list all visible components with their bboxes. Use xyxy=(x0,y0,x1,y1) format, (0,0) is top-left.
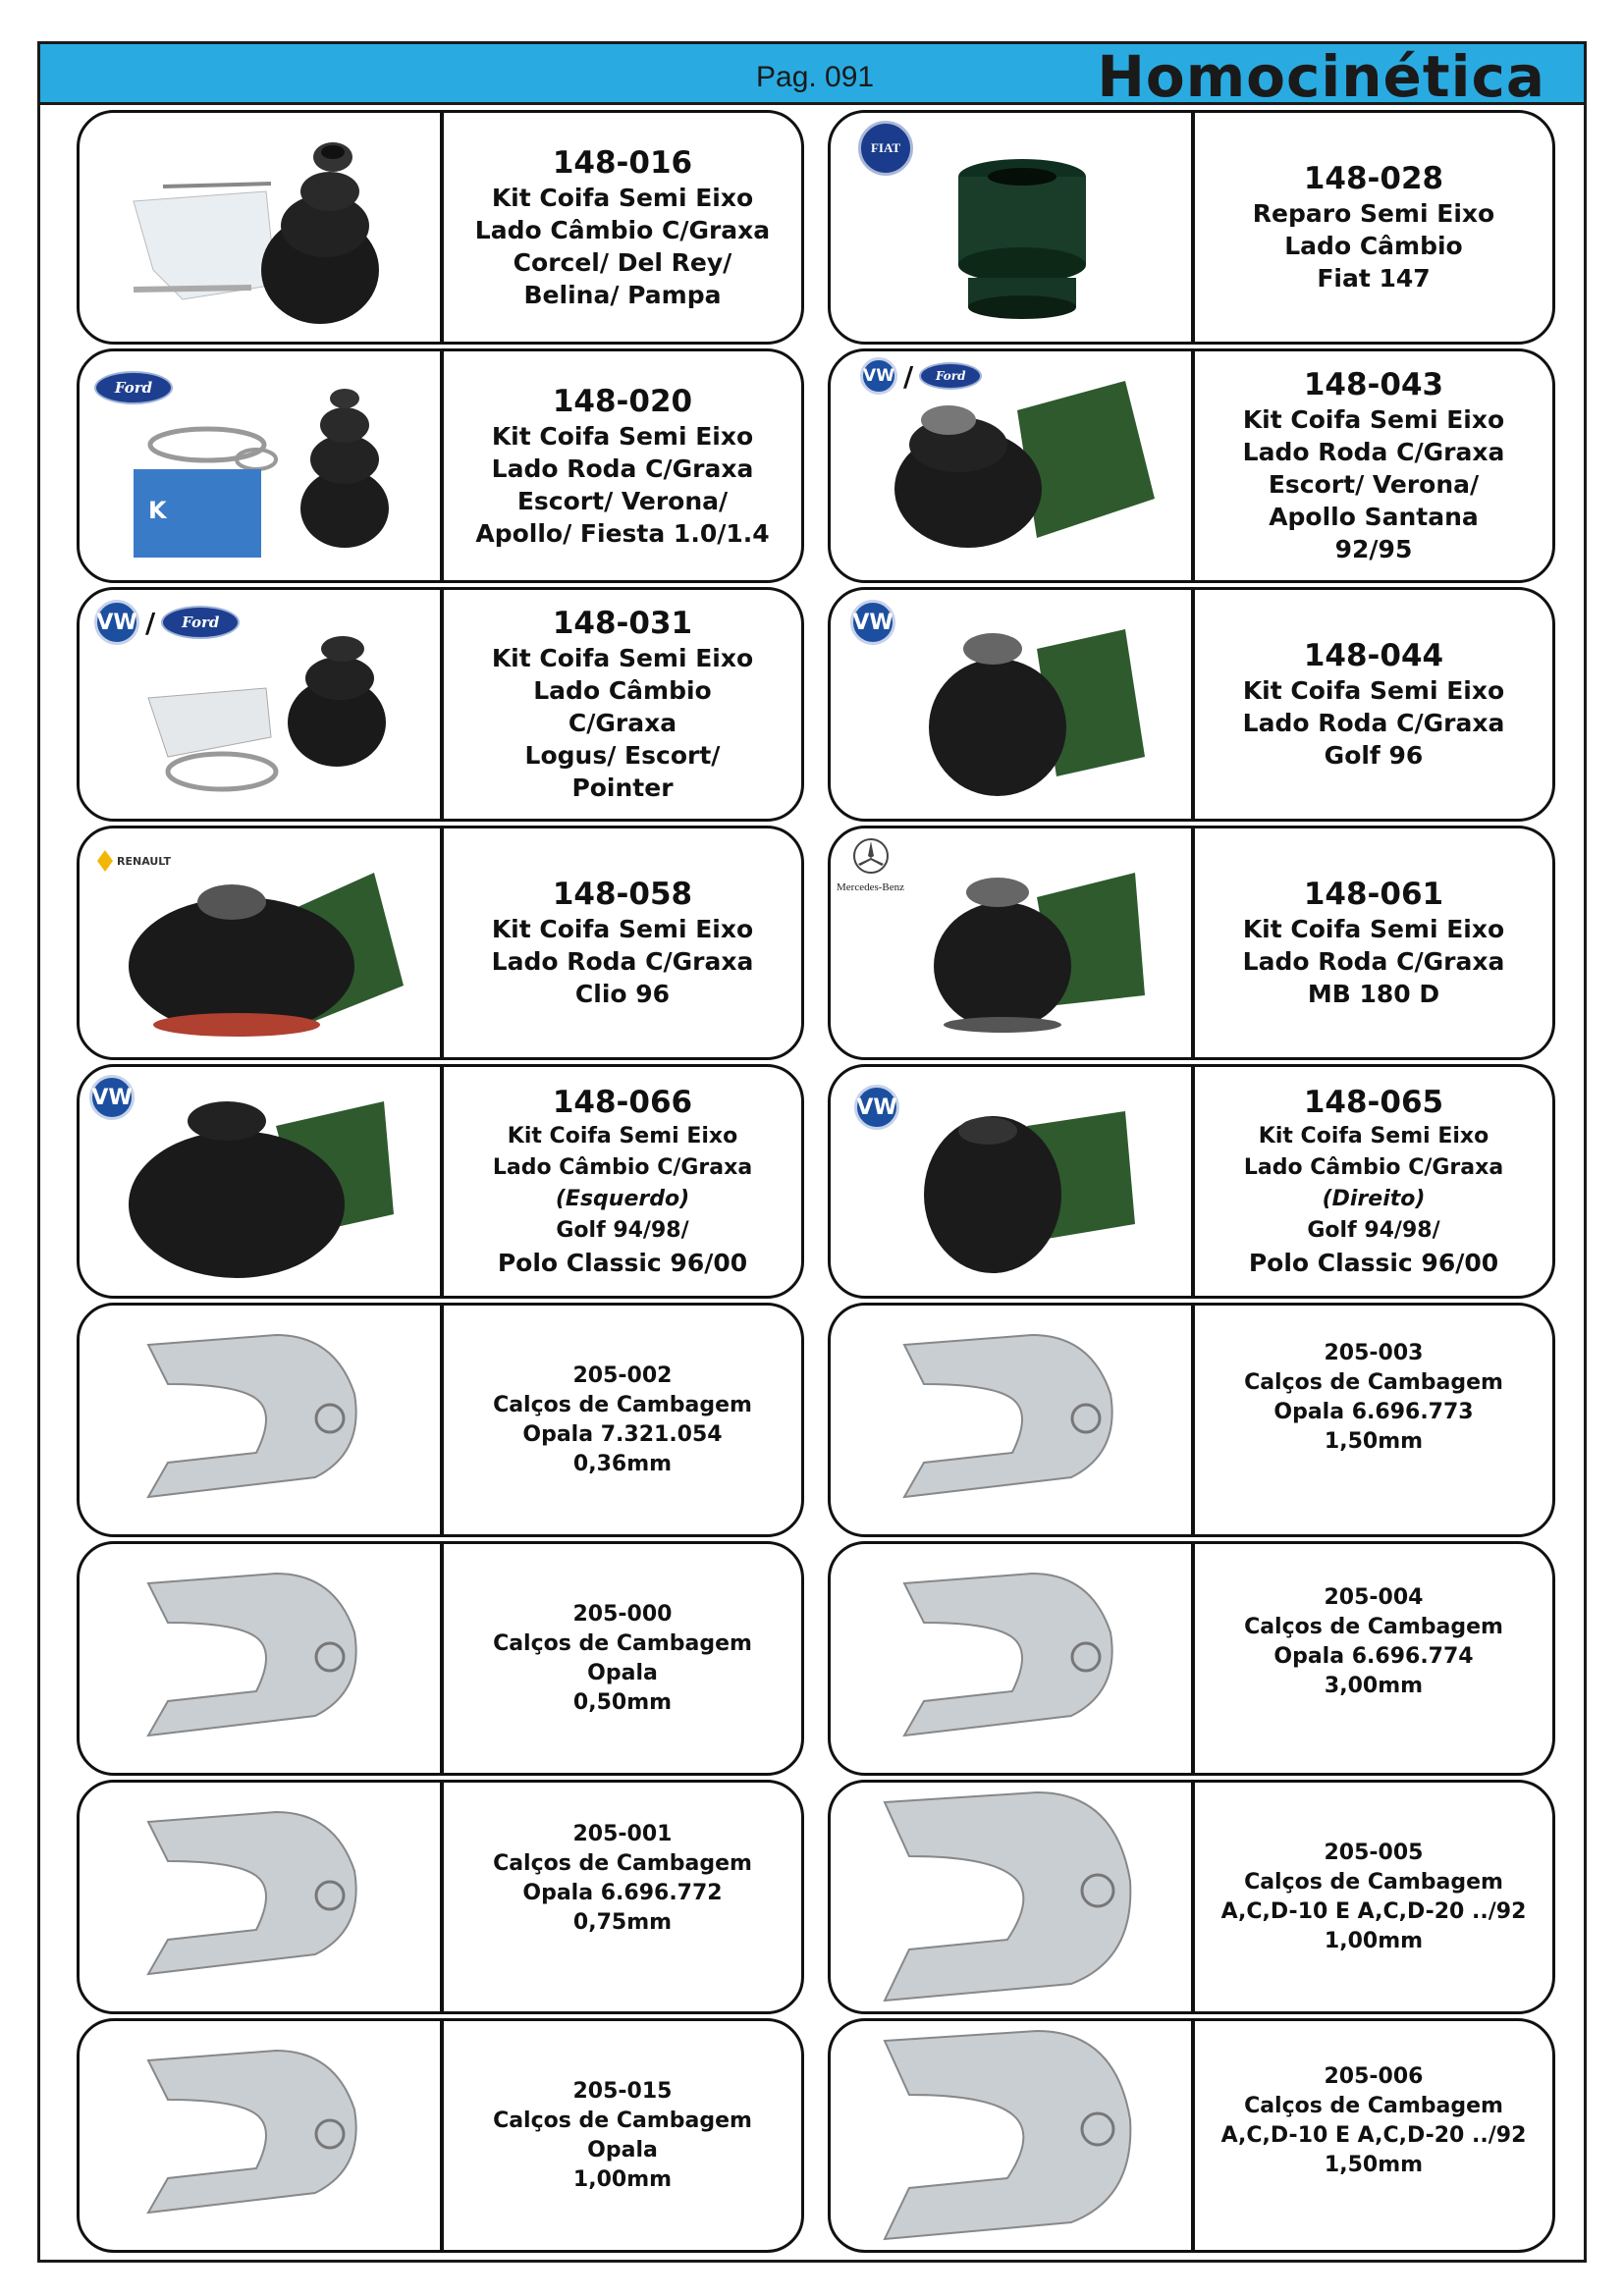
product-line: Opala 7.321.054 xyxy=(522,1421,723,1447)
product-text xyxy=(1195,1544,1552,1773)
product-line: Lado Roda C/Graxa xyxy=(1242,709,1505,737)
product-image xyxy=(831,590,1191,819)
product-line: MB 180 D xyxy=(1307,980,1440,1008)
product-line: Apollo/ Fiesta 1.0/1.4 xyxy=(475,518,770,548)
product-code: 148-016 xyxy=(552,144,693,181)
vw-logo-icon: VW xyxy=(850,600,895,645)
product-line: Logus/ Escort/ xyxy=(524,741,721,770)
product-line: Calços de Cambagem xyxy=(1244,1615,1503,1639)
product-code: 148-043 xyxy=(1303,367,1444,402)
product-line: Reparo Semi Eixo xyxy=(1252,199,1495,228)
product-line: Kit Coifa Semi Eixo xyxy=(491,183,754,212)
product-image xyxy=(80,828,440,1057)
product-line: Kit Coifa Semi Eixo xyxy=(507,1124,738,1148)
product-text xyxy=(444,1783,801,2011)
product-card[interactable] xyxy=(77,1064,804,1299)
product-image xyxy=(80,1783,440,2011)
product-line: 1,00mm xyxy=(572,2166,673,2192)
product-line: Belina/ Pampa xyxy=(523,280,722,309)
product-line: Polo Classic 96/00 xyxy=(497,1249,748,1277)
product-line: Calços de Cambagem xyxy=(1244,2094,1503,2118)
vw-logo-icon: VW xyxy=(94,600,139,645)
ford-logo-icon: Ford xyxy=(94,371,173,404)
product-text xyxy=(444,1067,801,1296)
product-code: 205-003 xyxy=(1324,1341,1424,1365)
page-number: Pag. 091 xyxy=(756,61,875,93)
product-line: Lado Câmbio xyxy=(533,676,712,705)
vw-logo-icon: VW xyxy=(860,357,897,395)
product-card[interactable] xyxy=(828,110,1555,345)
product-line: Lado Câmbio C/Graxa xyxy=(492,1155,753,1180)
svg-text:K: K xyxy=(148,497,167,524)
product-text xyxy=(1195,1067,1552,1296)
product-line: Opala xyxy=(587,1660,658,1685)
product-line: Clio 96 xyxy=(574,980,671,1008)
product-line: Kit Coifa Semi Eixo xyxy=(1242,405,1505,434)
product-text xyxy=(1195,828,1552,1057)
renault-logo-icon: RENAULT xyxy=(97,850,171,872)
product-card[interactable] xyxy=(77,348,804,583)
product-line: Apollo Santana xyxy=(1269,503,1479,531)
product-code: 148-061 xyxy=(1303,877,1444,912)
product-card[interactable] xyxy=(828,348,1555,583)
product-line: 3,00mm xyxy=(1324,1674,1424,1698)
product-line: Calços de Cambagem xyxy=(1244,1869,1503,1895)
product-image xyxy=(831,828,1191,1057)
product-line: 1,00mm xyxy=(1324,1928,1424,1953)
product-line: Opala 6.696.773 xyxy=(1273,1400,1474,1424)
product-card[interactable] xyxy=(828,1541,1555,1776)
product-code: 205-004 xyxy=(1324,1585,1424,1610)
product-code: 205-000 xyxy=(572,1601,673,1627)
product-card[interactable] xyxy=(828,1303,1555,1537)
product-card[interactable] xyxy=(77,1780,804,2014)
product-grid xyxy=(77,110,1555,2250)
ford-logo-icon: Ford xyxy=(919,362,982,390)
product-line: 1,50mm xyxy=(1324,1429,1424,1454)
product-line: Golf 94/98/ xyxy=(1307,1218,1440,1243)
product-line: Opala 6.696.772 xyxy=(522,1881,723,1905)
product-image xyxy=(831,351,1191,580)
product-line: A,C,D-10 E A,C,D-20 ../92 xyxy=(1220,1898,1527,1924)
product-image xyxy=(80,2021,440,2250)
product-line: Escort/ Verona/ xyxy=(516,486,729,515)
product-image xyxy=(831,1783,1191,2011)
product-line: Fiat 147 xyxy=(1317,264,1431,293)
product-code: 205-001 xyxy=(572,1822,673,1846)
brand-separator: / xyxy=(903,359,914,393)
product-text xyxy=(444,828,801,1057)
product-line: Opala xyxy=(587,2137,658,2163)
product-code: 148-031 xyxy=(552,606,693,641)
product-image xyxy=(80,1067,440,1296)
product-card[interactable] xyxy=(77,110,804,345)
product-line: Lado Câmbio xyxy=(1284,232,1463,260)
product-code: 205-006 xyxy=(1324,2064,1424,2089)
ford-logo-icon: Ford xyxy=(161,606,240,639)
product-line: Polo Classic 96/00 xyxy=(1248,1249,1499,1277)
product-line: Lado Câmbio C/Graxa xyxy=(474,215,771,244)
product-line: C/Graxa xyxy=(568,709,677,737)
product-line: 1,50mm xyxy=(1324,2153,1424,2177)
product-text xyxy=(1195,351,1552,580)
product-image xyxy=(80,113,440,342)
product-line: 92/95 xyxy=(1334,535,1413,563)
product-code: 205-002 xyxy=(572,1362,673,1388)
fiat-logo-icon: FIAT xyxy=(858,121,913,176)
product-card[interactable] xyxy=(77,2018,804,2253)
product-text xyxy=(444,113,801,342)
product-line: Kit Coifa Semi Eixo xyxy=(491,915,754,943)
vw-logo-icon: VW xyxy=(854,1085,899,1130)
product-image xyxy=(831,1306,1191,1534)
product-line: A,C,D-10 E A,C,D-20 ../92 xyxy=(1220,2123,1527,2148)
product-code: 148-058 xyxy=(552,877,693,912)
product-image xyxy=(831,1544,1191,1773)
product-line: Lado Roda C/Graxa xyxy=(491,454,754,483)
product-text xyxy=(1195,1783,1552,2011)
product-line: 0,36mm xyxy=(572,1451,673,1476)
product-line: Calços de Cambagem xyxy=(493,1392,752,1417)
product-card[interactable] xyxy=(77,1303,804,1537)
product-line: Calços de Cambagem xyxy=(493,2108,752,2133)
product-text xyxy=(444,1544,801,1773)
product-image xyxy=(831,2021,1191,2250)
category-title: Homocinética xyxy=(1097,43,1545,110)
product-line: Calços de Cambagem xyxy=(1244,1370,1503,1395)
product-line: Calços de Cambagem xyxy=(493,1630,752,1656)
product-text xyxy=(444,1306,801,1534)
product-image xyxy=(80,1306,440,1534)
product-line: Opala 6.696.774 xyxy=(1273,1644,1474,1669)
brand-separator: / xyxy=(145,606,156,639)
product-code: 148-066 xyxy=(552,1085,693,1120)
product-card[interactable] xyxy=(828,587,1555,822)
product-line: Golf 94/98/ xyxy=(556,1218,689,1243)
product-line: Kit Coifa Semi Eixo xyxy=(491,421,754,451)
product-line: Golf 96 xyxy=(1324,741,1424,770)
product-card[interactable] xyxy=(828,1064,1555,1299)
product-line: Escort/ Verona/ xyxy=(1268,470,1480,499)
product-card[interactable] xyxy=(828,826,1555,1060)
product-text xyxy=(1195,590,1552,819)
product-code: 205-015 xyxy=(572,2078,673,2104)
product-line: (Direito) xyxy=(1322,1187,1426,1211)
product-text xyxy=(444,2021,801,2250)
product-image xyxy=(80,590,440,819)
product-card[interactable] xyxy=(77,826,804,1060)
product-image xyxy=(831,113,1191,342)
product-line: Lado Roda C/Graxa xyxy=(1242,438,1505,466)
product-card[interactable] xyxy=(77,587,804,822)
product-line: 0,75mm xyxy=(572,1910,673,1935)
product-line: Kit Coifa Semi Eixo xyxy=(1242,915,1505,943)
vw-logo-icon: VW xyxy=(89,1075,135,1120)
product-text xyxy=(1195,113,1552,342)
product-image xyxy=(831,1067,1191,1296)
product-line: 0,50mm xyxy=(572,1689,673,1715)
product-text xyxy=(444,590,801,819)
mercedes-logo-icon: Mercedes-Benz xyxy=(837,836,904,893)
product-line: Lado Roda C/Graxa xyxy=(1242,947,1505,976)
product-card[interactable] xyxy=(828,1780,1555,2014)
product-line: (Esquerdo) xyxy=(555,1187,690,1211)
product-code: 148-044 xyxy=(1303,638,1444,673)
product-line: Lado Roda C/Graxa xyxy=(491,947,754,976)
product-line: Kit Coifa Semi Eixo xyxy=(491,644,754,672)
product-code: 148-020 xyxy=(552,383,693,419)
product-text xyxy=(1195,1306,1552,1534)
product-code: 148-028 xyxy=(1303,161,1444,196)
product-text xyxy=(1195,2021,1552,2250)
product-line: Corcel/ Del Rey/ xyxy=(513,247,732,277)
product-code: 205-005 xyxy=(1324,1840,1424,1865)
product-line: Calços de Cambagem xyxy=(493,1851,752,1876)
product-line: Kit Coifa Semi Eixo xyxy=(1242,676,1505,705)
product-line: Kit Coifa Semi Eixo xyxy=(1258,1124,1489,1148)
product-text xyxy=(444,351,801,580)
product-card[interactable] xyxy=(828,2018,1555,2253)
product-card[interactable] xyxy=(77,1541,804,1776)
product-image xyxy=(80,351,440,580)
product-line: Pointer xyxy=(571,774,674,802)
product-line: Lado Câmbio C/Graxa xyxy=(1243,1155,1504,1180)
product-code: 148-065 xyxy=(1303,1085,1444,1120)
product-image xyxy=(80,1544,440,1773)
